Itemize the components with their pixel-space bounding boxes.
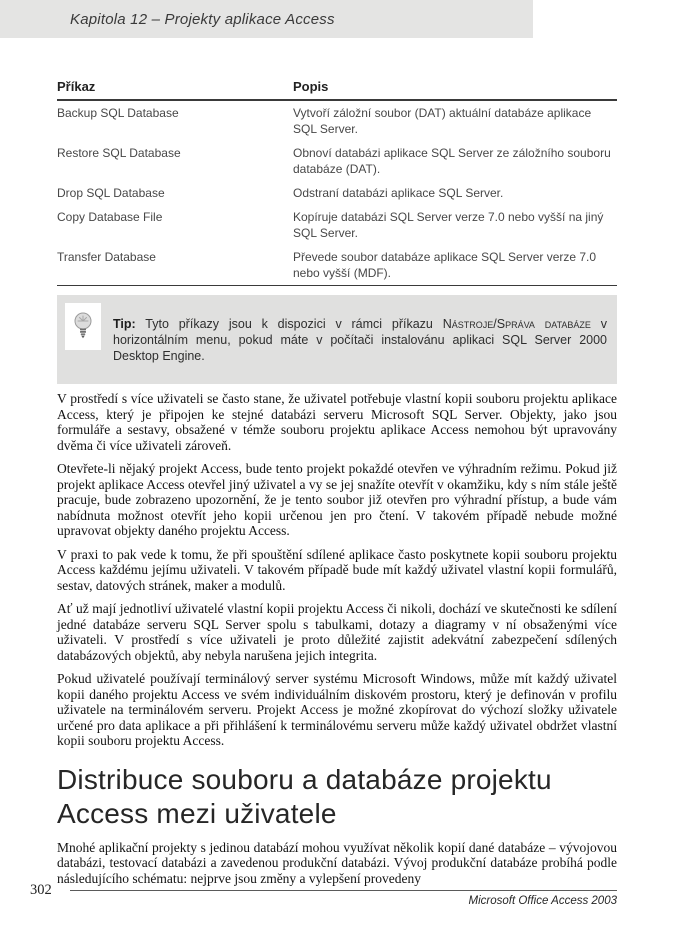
body-paragraph: Otevřete-li nějaký projekt Access, bude tento projekt pokaždé otevřen ve výhradním režimu. Pokud již projekt aplikace Access otevřel jiný uživatel a vy se jej snažíte otevřít v okamžiku, kdy s ním stále ještě pracuje, bude zobrazeno upozornění, že je tento soubor již otevřen pro výhradní přístup, a bude vám nabídnuta možnost otevřít jeho kopii určenou jen pro čtení. V takovém případě nebude možné upravovat objekty daného projektu Access. <box>57 461 617 538</box>
command-cell: Restore SQL Database <box>57 146 181 160</box>
body-paragraph: Ať už mají jednotliví uživatelé vlastní kopii projektu Access či nikoli, dochází ve skutečnosti ke sdílení jedné databáze serveru SQL Server spolu s tabulkami, dotazy a diagramy v ní obsaženými více uživateli. V prostředí s více uživateli je proto důležité zajistit adekvátní zabezpečení sdílených databázových objektů, aby nebyla narušena jejich integrita. <box>57 601 617 663</box>
description-cell: Kopíruje databázi SQL Server verze 7.0 nebo vyšší na jiný SQL Server. <box>293 210 604 240</box>
content-column <box>57 76 617 894</box>
description-cell: Odstraní databázi aplikace SQL Server. <box>293 186 504 200</box>
body-paragraph: Pokud uživatelé používají terminálový server systému Microsoft Windows, může mít každý uživatel kopii daného projektu Access ve svém individuálním diskovém prostoru, který je definován v profilu uživatele na terminálovém serveru. Projekt Access je možné zkopírovat do výchozí složky uživatele určené pro data aplikace a při přihlášení k terminálovému serveru může každý uživatel obdržet vlastní kopii souboru projektu Access. <box>57 671 617 748</box>
header-bar <box>0 0 533 38</box>
command-cell: Copy Database File <box>57 210 163 224</box>
body-paragraph: Mnohé aplikační projekty s jedinou databází mohou využívat několik kopií dané databáze – vývojovou databázi, testovací databázi a zavedenou produkční databázi. Vývoj produkční databáze probíhá podle následujícího schématu: nejprve jsou změny a vylepšení provedeny <box>57 839 617 886</box>
body-paragraph: V prostředí s více uživateli se často stane, že uživatel potřebuje vlastní kopii souboru projektu aplikace Access, který je připojen ke stejné databázi serveru Microsoft SQL Server. Objekty, jako jsou formuláře a sestavy, obsažené v témže souboru projektu aplikace Access nemohou být upravovány dvěma či více uživateli zároveň. <box>57 391 617 453</box>
column-header-command: Příkaz <box>57 79 96 94</box>
command-cell: Backup SQL Database <box>57 106 179 120</box>
table-bottom-rule <box>57 285 617 286</box>
lightbulb-icon <box>71 310 95 344</box>
command-cell: Drop SQL Database <box>57 186 165 200</box>
chapter-title: Kapitola 12 – Projekty aplikace Access <box>70 10 335 28</box>
table-header-row <box>57 76 617 101</box>
body-paragraph: V praxi to pak vede k tomu, že při spouštění sdílené aplikace často poskytnete kopii souboru projektu Access každému jejímu uživateli. V takovém případě bude mít každý uživatel vlastní kopii formulářů, sestav, datových stránek, maker a modulů. <box>57 546 617 593</box>
tip-icon-frame <box>65 303 101 350</box>
tip-menu-command: Nástroje/Správa databáze <box>442 316 591 331</box>
table-row <box>57 181 617 205</box>
table-row <box>57 141 617 181</box>
command-cell: Transfer Database <box>57 250 156 264</box>
description-cell: Vytvoří záložní soubor (DAT) aktuální databáze aplikace SQL Server. <box>293 106 592 136</box>
tip-text-before: Tyto příkazy jsou k dispozici v rámci příkazu <box>135 316 443 331</box>
footer-rule <box>70 890 617 891</box>
page-number: 302 <box>30 882 52 898</box>
running-title: Microsoft Office Access 2003 <box>468 895 617 907</box>
section-heading: Distribuce souboru a databáze projektu Access mezi uživatele <box>57 763 552 829</box>
tip-text <box>113 316 607 364</box>
body-copy <box>57 391 617 749</box>
tip-text-after: v horizontálním menu, pokud máte v počítači instalovánu aplikaci SQL Server 2000 Desktop Engine. <box>113 316 607 363</box>
description-cell: Obnoví databázi aplikace SQL Server ze záložního souboru databáze (DAT). <box>293 146 611 176</box>
tip-box <box>57 295 617 384</box>
column-header-description: Popis <box>293 79 329 94</box>
commands-table <box>57 76 617 286</box>
table-row <box>57 245 617 285</box>
description-cell: Převede soubor databáze aplikace SQL Server verze 7.0 nebo vyšší (MDF). <box>293 250 597 280</box>
table-row <box>57 205 617 245</box>
table-row <box>57 101 617 141</box>
tip-label: Tip: <box>113 316 136 331</box>
